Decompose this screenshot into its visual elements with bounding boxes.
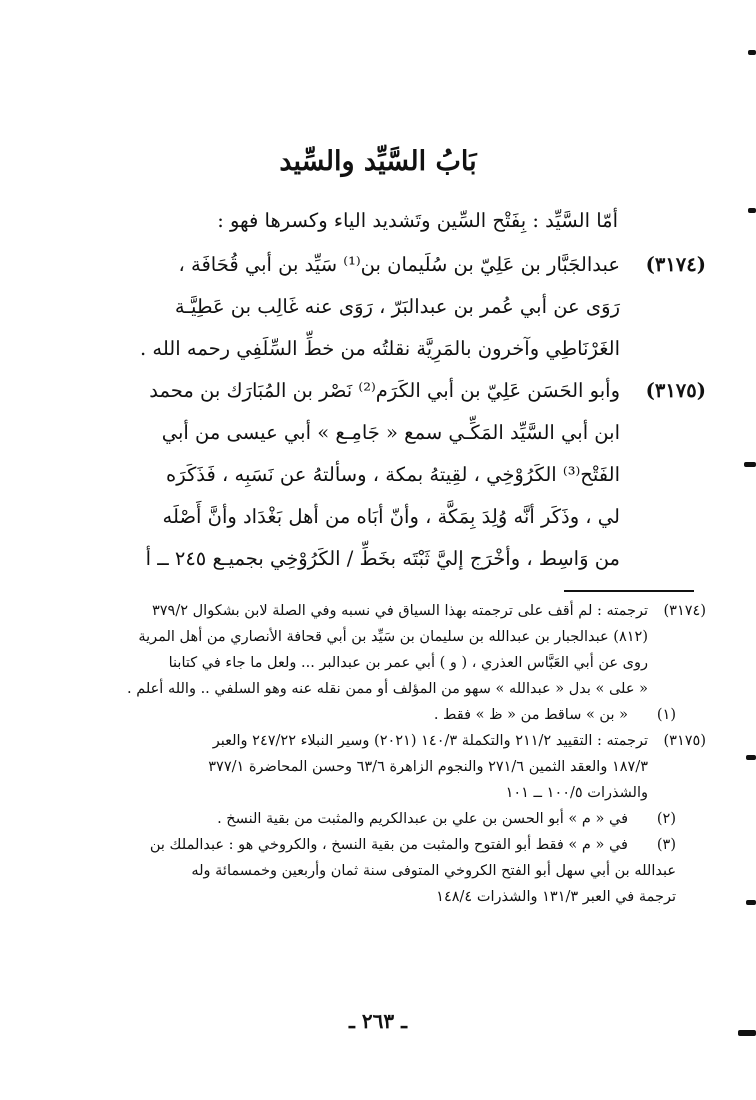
scan-edge-mark [748, 50, 756, 55]
footnote-line: ترجمته : التقييد ٢١١/٢ والتكملة ١٤٠/٣ (٢٠٢١) وسير النبلاء ٢٤٧/٢٢ والعبر [212, 733, 648, 749]
subnote-line: في « م » أبو الحسن بن علي بن عبدالكريم والمثبت من بقية النسخ . [217, 811, 628, 827]
footnote-number: (٣١٧٤) [663, 603, 706, 619]
footnote-divider [564, 590, 694, 592]
entry-line: وأبو الحَسَن عَلِيّ بن أبي الكَرَم⁽²⁾ نَصْر بن المُبَارَك بن محمد [149, 379, 620, 402]
subnote-1 [41, 702, 706, 728]
scan-edge-mark [744, 462, 756, 467]
entry-line: لي ، وذَكَر أنَّه وُلِدَ بِمَكَّة ، وأنّ أبَاه من أهل بَغْدَاد وأنَّ أَصْلَه [162, 505, 620, 528]
entry-3174 [56, 244, 706, 370]
subnote-line: عبدالله بن أبي سهل أبو الفتح الكروخي المتوفى سنة ثمان وأربعين وخمسمائة وله [191, 863, 676, 879]
subnote-line: ترجمة في العبر ١٣١/٣ والشذرات ١٤٨/٤ [436, 889, 676, 905]
scan-edge-mark [746, 755, 756, 760]
subnote-2 [41, 806, 706, 832]
entry-line: الغَرْنَاطِي وآخرون بالمَرِيَّة نقلتُه من خطِّ السِّلَفِي رحمه الله . [140, 337, 620, 360]
subnote-number: (٢) [656, 811, 676, 827]
footnotes [41, 598, 706, 910]
footnote-line: ترجمته : لم أقف على ترجمته بهذا السياق في نسبه وفي الصلة لابن بشكوال ٣٧٩/٢ [151, 603, 648, 619]
entry-line: عبدالجَبَّار بن عَلِيّ بن سُلَيمان بن⁽¹⁾ سَيِّد بن أبي قُحَافَة ، [178, 253, 620, 276]
intro-line: أمّا السَّيِّد : بِفَتْح السِّين وتَشديد الياء وكسرها فهو : [217, 209, 618, 232]
entry-number: (٣١٧٤) [645, 253, 706, 276]
entry-number: (٣١٧٥) [645, 379, 706, 402]
page-number: ـ ٢٦٣ ـ [349, 1009, 407, 1033]
footnote-line: « على » بدل « عبدالله » سهو من المؤلف أو ممن نقله عنه وهو السلفي .. والله أعلم . [126, 681, 648, 697]
entry-line: رَوَى عن أبي عُمر بن عبدالبَرّ ، رَوَى عنه غَالِب بن عَطِيَّـة [174, 295, 620, 318]
footnote-line: ١٨٧/٣ والعقد الثمين ٢٧١/٦ والنجوم الزاهرة ٦٣/٦ وحسن المحاضرة ٣٧٧/١ [208, 759, 648, 775]
footnote-number: (٣١٧٥) [663, 733, 706, 749]
subnote-3 [41, 832, 706, 910]
entry-line: ابن أبي السَّيِّد المَكِّـي سمع « جَامِـع » أبي عيسى من أبي [161, 421, 620, 444]
entry-line: الفَتْح⁽³⁾ الكَرُوْخِي ، لقِيتهُ بمكة ، وسألتهُ عن نَسَبِه ، فَذَكَرَه [166, 463, 620, 486]
subnote-line: في « م » فقط أبو الفتوح والمثبت من بقية النسخ ، والكروخي هو : عبدالملك بن [149, 837, 628, 853]
scan-edge-mark [748, 208, 756, 213]
main-text [56, 198, 706, 580]
entry-3175 [56, 370, 706, 580]
footnote-line: (٨١٢) عبدالجبار بن عبدالله بن سليمان بن سَيِّد بن أبي قحافة الأنصاري من أهل المرية [138, 629, 648, 645]
subnote-number: (٣) [656, 837, 676, 853]
subnote-number: (١) [656, 707, 676, 723]
footnote-3174 [41, 598, 706, 728]
scan-edge-mark [738, 1030, 756, 1036]
footnote-line: روى عن أبي العَبَّاس العذري ، ( و ) أبي عمر بن عبدالبر ... ولعل ما جاء في كتابنا [168, 655, 648, 671]
footnote-3175 [41, 728, 706, 910]
entry-line: من وَاسِط ، وأخْرَج إليَّ ثَبْتَه بخَطِّ / الكَرُوْخِي بجميـع ٢٤٥ ــ أ [145, 547, 620, 570]
subnote-line: « بن » ساقط من « ظ » فقط . [433, 707, 628, 723]
footnote-line: والشذرات ١٠٠/٥ ــ ١٠١ [505, 785, 648, 801]
chapter-title: بَابُ السَّيِّد والسِّيد [279, 146, 477, 177]
scan-edge-mark [746, 900, 756, 905]
